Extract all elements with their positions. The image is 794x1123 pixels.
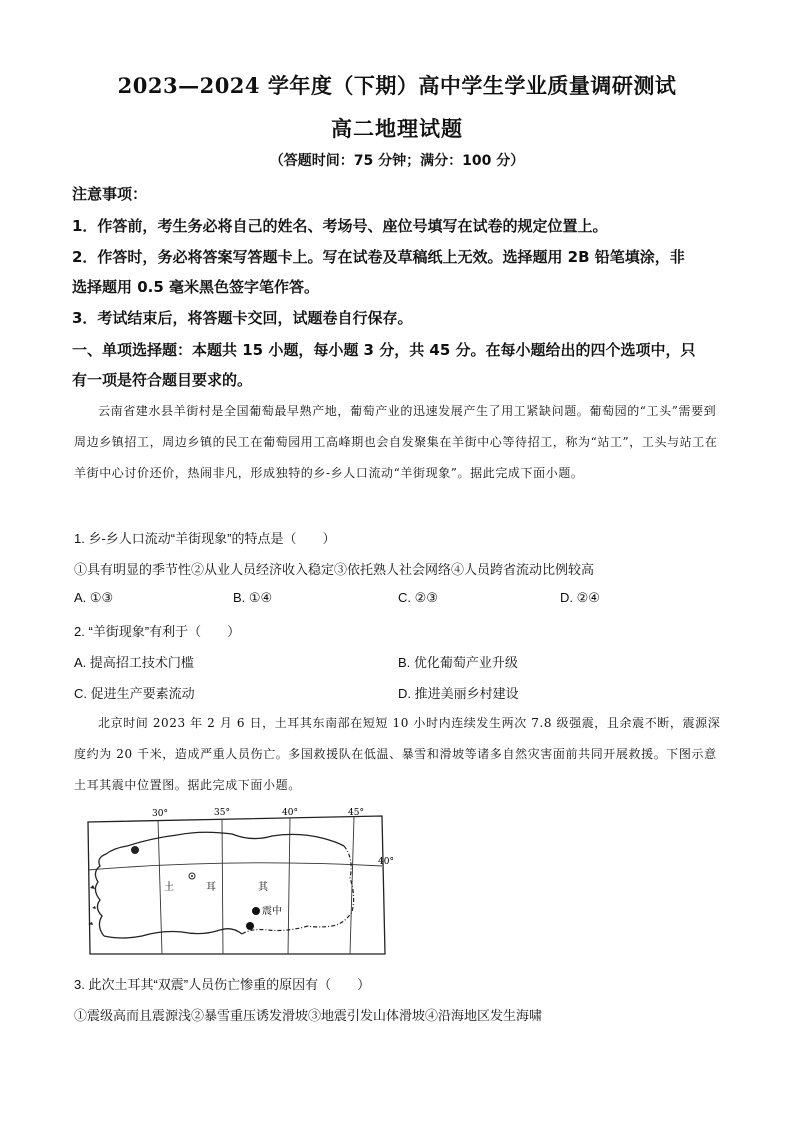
notice-heading: 注意事项： — [72, 185, 148, 203]
meridian-40 — [288, 818, 290, 954]
q1-option-d: D. ②④ — [560, 590, 600, 605]
notice-item-3: 3．考试结束后，将答题卡交回，试题卷自行保存。 — [72, 309, 413, 327]
lon-label-30: 30° — [152, 809, 168, 819]
q1-option-b: B. ①④ — [233, 590, 273, 605]
eastern-border — [308, 846, 354, 927]
lat-label-40: 40° — [378, 857, 394, 867]
notice-item-2-line-2: 选择题用 0.5 毫米黑色签字笔作答。 — [72, 278, 320, 296]
question-1-statements: ①具有明显的季节性②从业人员经济收入稳定③依托熟人社会网络④人员跨省流动比例较高 — [74, 562, 595, 577]
exam-subtitle: 高二地理试题 — [331, 116, 463, 141]
meridian-30 — [158, 820, 162, 954]
q2-option-b: B. 优化葡萄产业升级 — [398, 655, 518, 670]
exam-title: 2023—2024 学年度（下期）高中学生学业质量调研测试 — [117, 73, 677, 98]
black-sea-coastline — [127, 832, 344, 846]
q1-option-a: A. ①③ — [74, 590, 114, 605]
lon-label-40: 40° — [282, 808, 298, 818]
mediterranean-coastline — [104, 929, 242, 938]
question-3-statements: ①震级高而且震源浅②暴雪重压诱发滑坡③地震引发山体滑坡④沿海地区发生海啸 — [74, 1008, 543, 1023]
country-char-1: 土 — [164, 882, 174, 893]
epicenter-label: 震中 — [262, 906, 282, 917]
section-1-line-1: 一、单项选择题：本题共 15 小题，每小题 3 分，共 45 分。在每小题给出的四个选项中，只 — [72, 341, 696, 359]
section-1-line-2: 有一项是符合题目要求的。 — [72, 371, 253, 389]
question-3-stem: 3. 此次土耳其“双震”人员伤亡惨重的原因有（ ） — [74, 977, 371, 992]
istanbul-marker — [131, 846, 139, 854]
question-2-stem: 2. “羊街现象”有利于（ ） — [74, 624, 241, 639]
q2-option-c: C. 促进生产要素流动 — [74, 686, 195, 701]
q2-option-a: A. 提高招工技术门槛 — [74, 655, 194, 670]
meridian-45 — [350, 817, 354, 954]
lon-label-45: 45° — [348, 808, 364, 818]
passage-1: 云南省建水县羊街村是全国葡萄最早熟产地，葡萄产业的迅速发展产生了用工紧缺问题。葡萄园的“工头”需要到周边乡镇招工，周边乡镇的民工在葡萄园用工高峰期也会自发聚集在羊街中心等待招工，称为“站工”，工头与站工在羊街中心讨价还价，热闹非凡，形成独特的乡-乡人口流动“羊街现象”。据此完成下面小题。 — [74, 404, 718, 480]
question-1-stem: 1. 乡-乡人口流动“羊街现象”的特点是（ ） — [74, 531, 336, 546]
exam-info: （答题时间：75 分钟；满分：100 分） — [269, 153, 525, 169]
turkey-epicenter-map — [82, 808, 392, 958]
meridian-35 — [222, 819, 223, 954]
country-char-3: 其 — [258, 882, 268, 893]
passage-2: 北京时间 2023 年 2 月 6 日，土耳其东南部在短短 10 小时内连续发生两次 7.8 级强震，且余震不断，震源深度约为 20 千米，造成严重人员伤亡。多国救援队在低温、暴雪和滑坡等诸多自然灾害面前共同开展救援。下图示意土耳其震中位置图。据此完成下面小题。 — [74, 716, 721, 792]
notice-item-2-line-1: 2．作答时，务必将答案写答题卡上。写在试卷及草稿纸上无效。选择题用 2B 铅笔填涂，非 — [72, 248, 685, 266]
aegean-coastline — [95, 846, 127, 936]
parallel-40 — [88, 863, 382, 870]
map-frame — [88, 816, 385, 954]
country-char-2: 耳 — [206, 882, 216, 893]
epicenter-marker-1 — [252, 907, 260, 915]
epicenter-marker-2 — [246, 922, 254, 930]
q1-option-c: C. ②③ — [398, 590, 438, 605]
notice-item-1: 1．作答前，考生务必将自己的姓名、考场号、座位号填写在试卷的规定位置上。 — [72, 217, 608, 235]
lon-label-35: 35° — [214, 808, 230, 818]
q2-option-d: D. 推进美丽乡村建设 — [398, 686, 519, 701]
